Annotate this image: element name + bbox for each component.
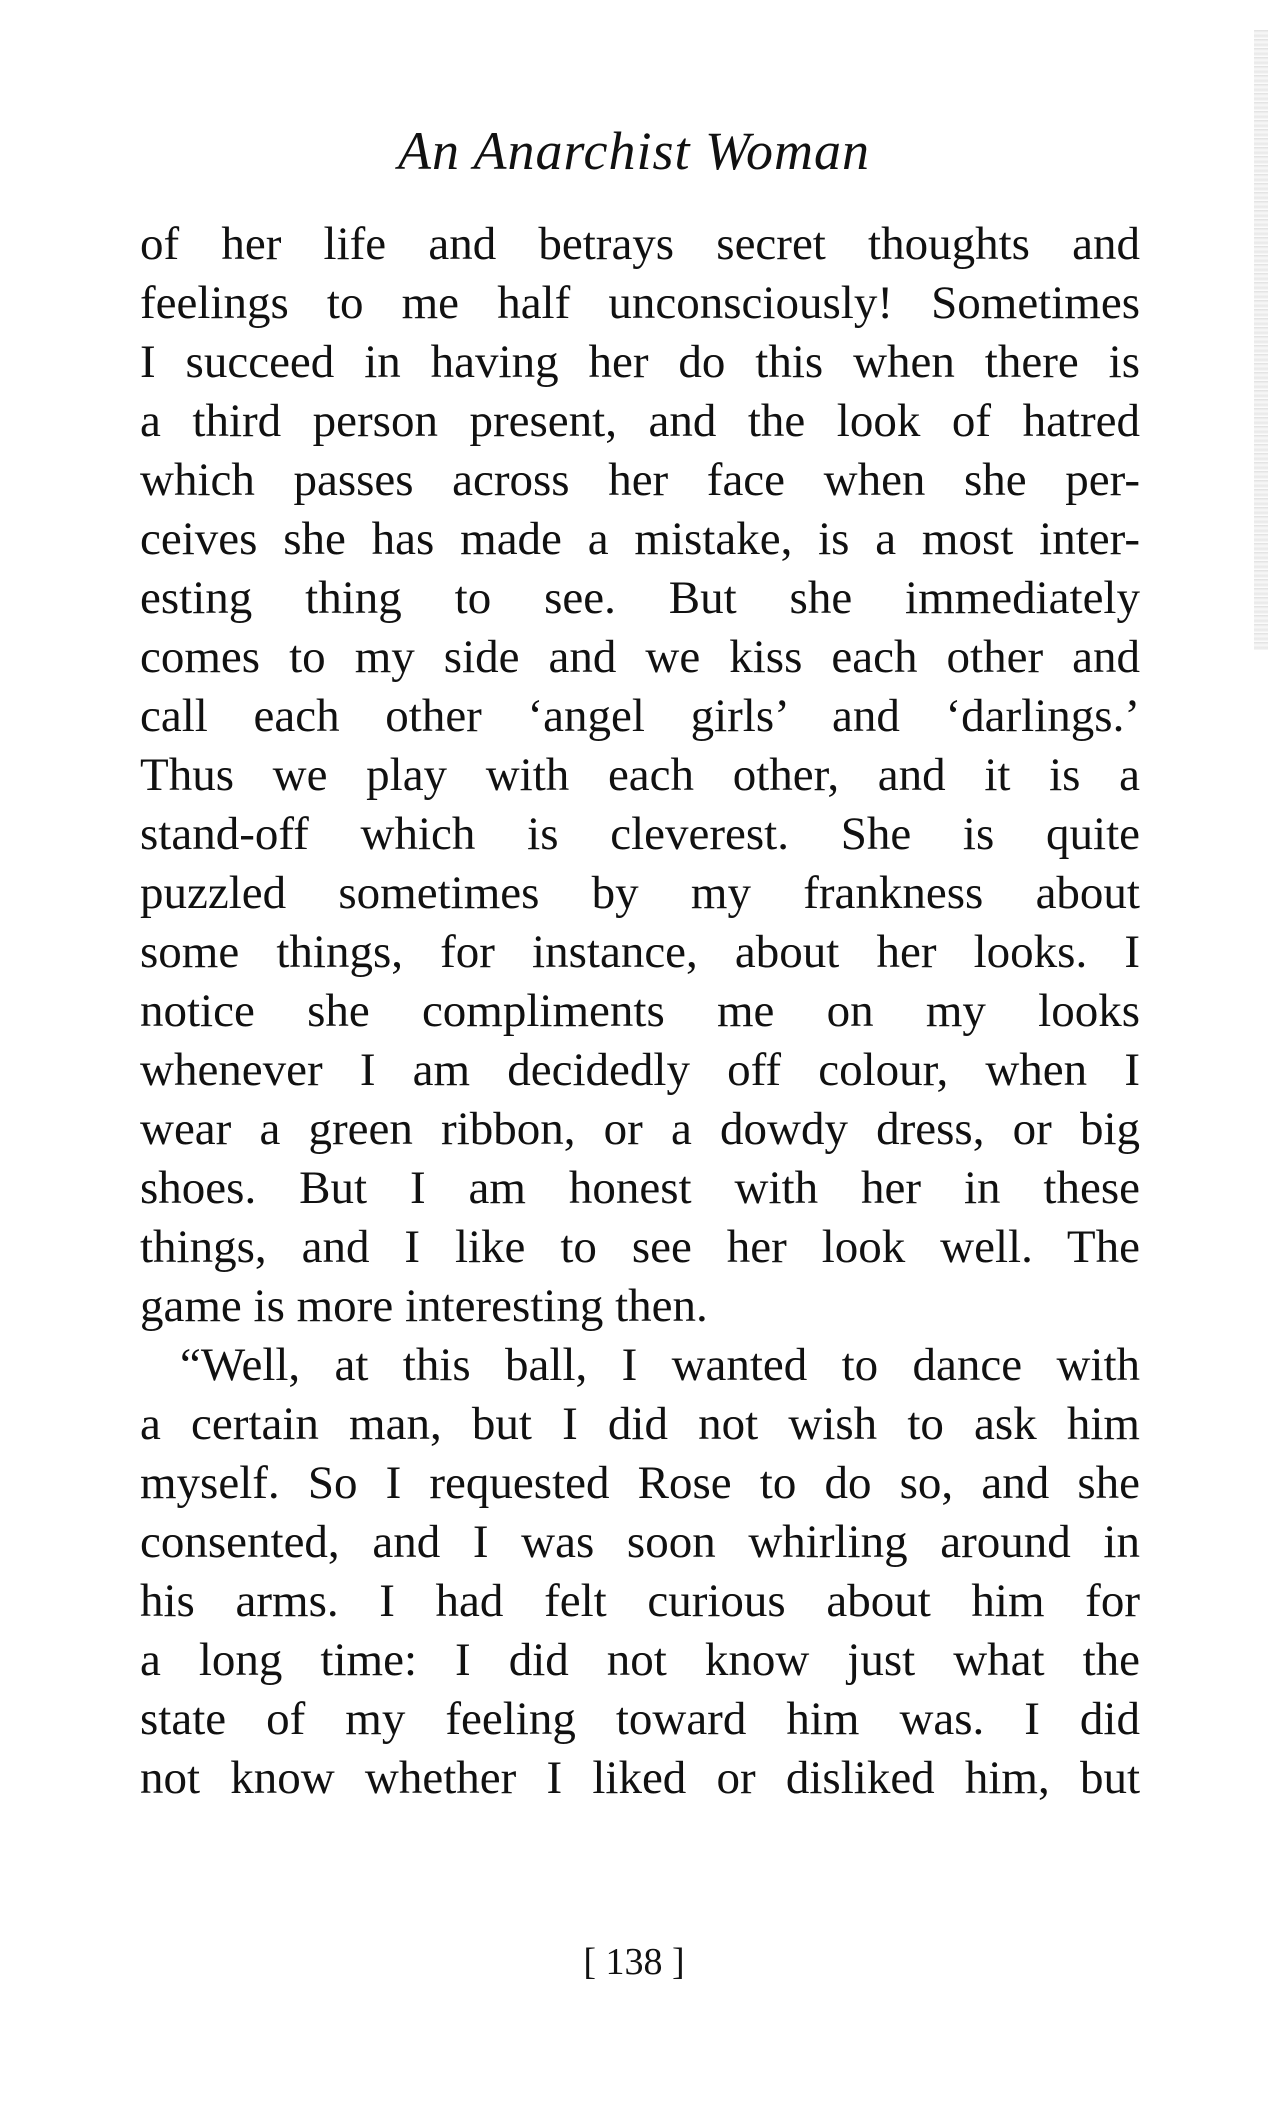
text-line: things, and I like to see her look well. The bbox=[140, 1221, 1140, 1273]
text-line: I succeed in having her do this when there is bbox=[140, 336, 1140, 388]
text-line: some things, for instance, about her looks. I bbox=[140, 926, 1140, 978]
text-line: state of my feeling toward him was. I did bbox=[140, 1693, 1140, 1745]
text-line: a certain man, but I did not wish to ask him bbox=[140, 1398, 1140, 1450]
text-line: shoes. But I am honest with her in these bbox=[140, 1162, 1140, 1214]
text-line: whenever I am decidedly off colour, when I bbox=[140, 1044, 1140, 1096]
text-line: consented, and I was soon whirling around in bbox=[140, 1516, 1140, 1568]
text-line: call each other ‘angel girls’ and ‘darlings.’ bbox=[140, 690, 1140, 742]
text-line: his arms. I had felt curious about him for bbox=[140, 1575, 1140, 1627]
text-line: comes to my side and we kiss each other and bbox=[140, 631, 1140, 683]
page-number: [ 138 ] bbox=[583, 1941, 685, 1983]
text-line: esting thing to see. But she immediately bbox=[140, 572, 1140, 624]
text-line: not know whether I liked or disliked him, but bbox=[140, 1752, 1140, 1804]
text-line: a long time: I did not know just what the bbox=[140, 1634, 1140, 1686]
body-text bbox=[140, 215, 1140, 1808]
text-line-paragraph-start: “Well, at this ball, I wanted to dance with bbox=[180, 1339, 1140, 1391]
text-line: notice she compliments me on my looks bbox=[140, 985, 1140, 1037]
text-line: ceives she has made a mistake, is a most inter- bbox=[140, 513, 1140, 565]
text-line-paragraph-end: game is more interesting then. bbox=[140, 1280, 708, 1332]
text-line: of her life and betrays secret thoughts and bbox=[140, 218, 1140, 270]
text-line: which passes across her face when she per- bbox=[140, 454, 1140, 506]
text-line: puzzled sometimes by my frankness about bbox=[140, 867, 1140, 919]
text-line: myself. So I requested Rose to do so, and she bbox=[140, 1457, 1140, 1509]
text-line: wear a green ribbon, or a dowdy dress, or big bbox=[140, 1103, 1140, 1155]
text-line: feelings to me half unconsciously! Sometimes bbox=[140, 277, 1140, 329]
text-line: stand-off which is cleverest. She is quite bbox=[140, 808, 1140, 860]
text-line: a third person present, and the look of hatred bbox=[140, 395, 1140, 447]
running-head: An Anarchist Woman bbox=[397, 121, 871, 181]
text-line: Thus we play with each other, and it is a bbox=[140, 749, 1140, 801]
